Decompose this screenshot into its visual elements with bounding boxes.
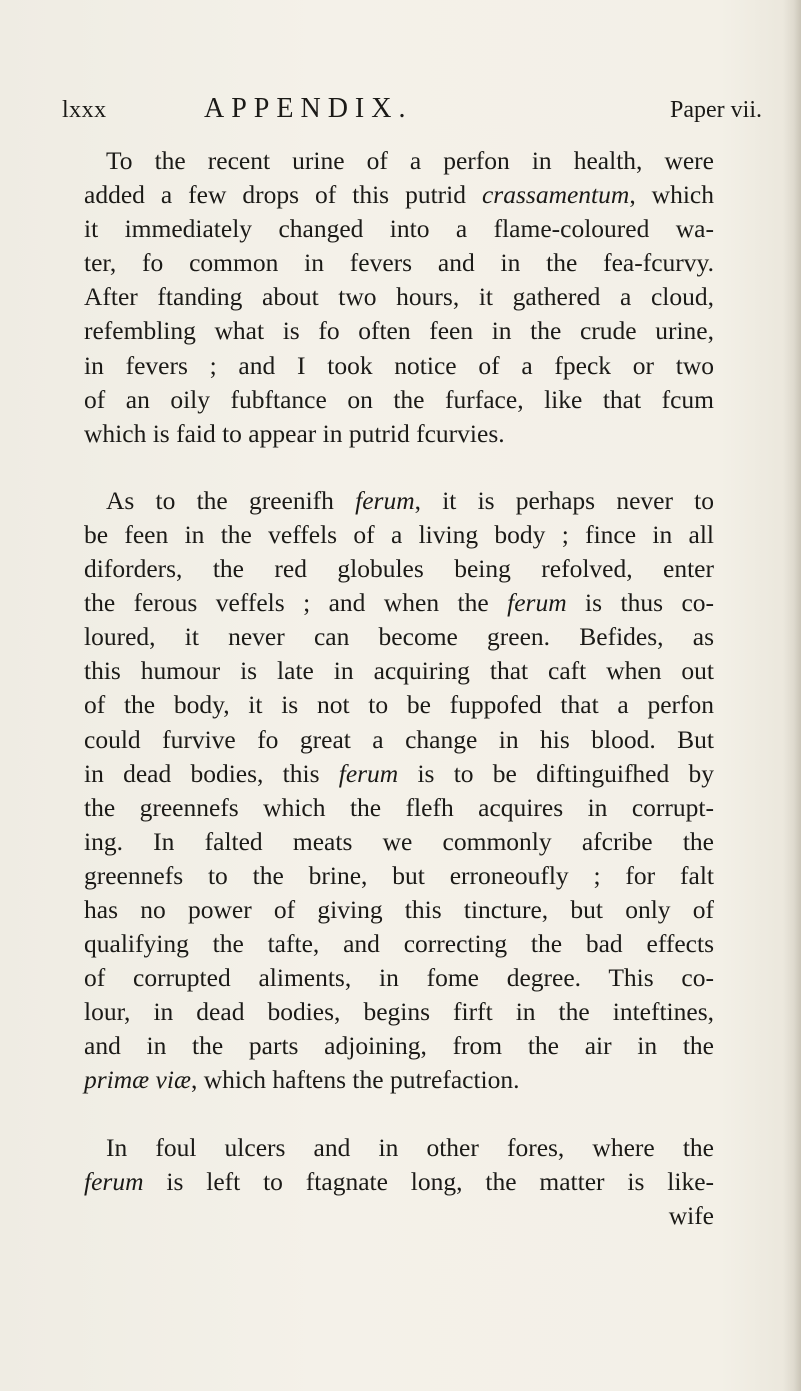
text-line: the greennefs which the flefh acquires in corrupt- bbox=[84, 792, 714, 822]
text-line: ferum is left to ftagnate long, the matter is like- bbox=[84, 1166, 714, 1196]
page-edge-shadow bbox=[783, 0, 801, 1391]
text-line: In foul ulcers and in other fores, where the bbox=[106, 1132, 714, 1162]
text-line: ing. In falted meats we commonly afcribe the bbox=[84, 826, 714, 856]
text-line: To the recent urine of a perfon in health, were bbox=[106, 146, 714, 175]
text-line: As to the greenifh ferum, it is perhaps never to bbox=[106, 485, 714, 515]
text-line: has no power of giving this tincture, but only of bbox=[84, 894, 714, 924]
text-line: diforders, the red globules being refolved, enter bbox=[84, 554, 714, 584]
text-line: of an oily fubftance on the furface, like that fcum bbox=[84, 384, 714, 414]
text-line: which is faid to appear in putrid fcurvies. bbox=[84, 418, 505, 448]
italic-term: ferum bbox=[355, 485, 415, 515]
paragraph-3 bbox=[84, 1131, 714, 1233]
text-line: primæ viæ, which haftens the putrefaction. bbox=[84, 1065, 520, 1095]
italic-term: ferum bbox=[507, 588, 567, 618]
text-line: of the body, it is not to be fuppofed that a perfon bbox=[84, 690, 714, 720]
body-text bbox=[84, 144, 714, 1233]
text-line: added a few drops of this putrid crassamentum, which bbox=[84, 180, 714, 210]
text-line: in dead bodies, this ferum is to be diftinguifhed by bbox=[84, 758, 714, 788]
text-line: wife bbox=[668, 1200, 714, 1230]
text-line: it immediately changed into a flame-coloured wa- bbox=[84, 214, 714, 244]
page-number: lxxx bbox=[62, 97, 107, 123]
paragraph-1 bbox=[84, 144, 714, 451]
italic-term: primæ viæ bbox=[84, 1065, 191, 1095]
text-line: lour, in dead bodies, begins firft in the inteftines, bbox=[84, 997, 714, 1027]
text-line: qualifying the tafte, and correcting the bad effects bbox=[84, 929, 714, 959]
italic-term: ferum bbox=[84, 1166, 144, 1196]
paper-label: Paper vii. bbox=[670, 97, 762, 123]
text-line: be feen in the veffels of a living body ; fince in all bbox=[84, 519, 714, 549]
section-title: APPENDIX. bbox=[204, 93, 413, 124]
running-head bbox=[62, 93, 762, 133]
text-line: could furvive fo great a change in his blood. But bbox=[84, 724, 714, 754]
text-line: refembling what is fo often feen in the crude urine, bbox=[84, 316, 714, 346]
text-line: of corrupted aliments, in fome degree. This co- bbox=[84, 963, 714, 993]
text-line: greennefs to the brine, but erroneoufly ; for falt bbox=[84, 860, 714, 890]
text-line: and in the parts adjoining, from the air in the bbox=[84, 1031, 714, 1061]
text-line: in fevers ; and I took notice of a fpeck or two bbox=[84, 350, 714, 380]
text-line: the ferous veffels ; and when the ferum is thus co- bbox=[84, 588, 714, 618]
text-line: loured, it never can become green. Befides, as bbox=[84, 622, 714, 652]
text-line: this humour is late in acquiring that caft when out bbox=[84, 656, 714, 686]
paragraph-2 bbox=[84, 484, 714, 1098]
italic-term: ferum bbox=[338, 758, 399, 788]
text-line: ter, fo common in fevers and in the fea-fcurvy. bbox=[84, 248, 714, 278]
text-line: After ftanding about two hours, it gathered a cloud, bbox=[84, 282, 714, 312]
italic-term: crassamentum bbox=[481, 180, 630, 210]
